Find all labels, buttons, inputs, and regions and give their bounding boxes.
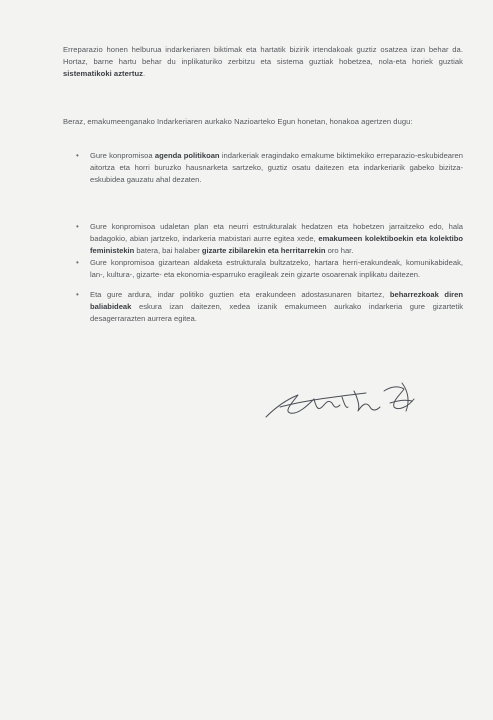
bullet-icon: •	[76, 290, 79, 299]
list-item-text: eskura izan daitezen, xedea izanik emakumeen aurkako indarkeria gure gizartetik desagerrarazten aurrera egitea.	[90, 302, 463, 323]
commitment-list-bottom	[63, 221, 463, 325]
list-item	[63, 289, 463, 325]
list-item-text: batera, bai halaber	[134, 246, 202, 255]
handwritten-signature	[262, 377, 422, 425]
bullet-icon: •	[76, 222, 79, 231]
paragraph-declaration-intro: Beraz, emakumeenganako Indarkeriaren aurkako Nazioarteko Egun honetan, honakoa agertzen dugu:	[63, 117, 413, 126]
bold-phrase: emakumeen kolektiboekin eta kolektibo feministekin	[90, 234, 463, 255]
bullet-icon: •	[76, 151, 79, 160]
list-spacer	[63, 281, 463, 289]
paragraph-reparation-goal	[63, 44, 463, 80]
list-item-text: oro har.	[325, 246, 354, 255]
bullet-icon: •	[76, 258, 79, 267]
list-item-text: Gure konpromisoa	[90, 151, 155, 160]
bold-phrase: gizarte zibilarekin eta herritarrekin	[201, 246, 326, 255]
list-item-text: indarkeriak eragindako emakume biktimekiko erreparazio-eskubidearen aitortza eta horri buruzko hausnarketa sartzeko, guztiz osatu daitezen eta indarkeriarik gabeko bizitza-eskubidea gauzatu ahal dezaten.	[90, 151, 464, 184]
bold-phrase: agenda politikoan	[154, 151, 220, 160]
list-item-text: Eta gure ardura, indar politiko guztien eta erakundeen adostasunaren bitartez,	[90, 290, 390, 299]
bold-phrase: sistematikoki aztertuz	[63, 69, 144, 78]
list-item	[63, 257, 463, 281]
paragraph-text: .	[143, 69, 146, 78]
bold-phrase: beharrezkoak diren baliabideak	[90, 290, 463, 311]
list-item-text: Gure konpromisoa udaletan plan eta neurri estrukturalak hedatzen eta hobetzen jarraitzeko edo, hala badagokio, abian jartzeko, indarkeria matxistari aurre egitea xede,	[90, 222, 463, 243]
list-item-text: Gure konpromisoa gizartean aldaketa estrukturala bultzatzeko, hartara herri-erakundeak, komunikabideak, lan-, kultura-, gizarte- eta ekonomia-esparruko eragileak zein gizarte osoarenak inplikatu daitezen.	[90, 258, 463, 279]
commitment-list-top	[63, 150, 463, 186]
paragraph-text: Erreparazio honen helburua indarkeriaren biktimak eta hartatik bizirik irtendakoak guztiz osatzea izan behar da. Hortaz, barne hartu behar du inplikaturiko zerbitzu eta sistema guztiak hobetzea, nola-eta horiek guztiak	[63, 45, 463, 66]
list-item	[63, 150, 463, 186]
list-item	[63, 221, 463, 257]
